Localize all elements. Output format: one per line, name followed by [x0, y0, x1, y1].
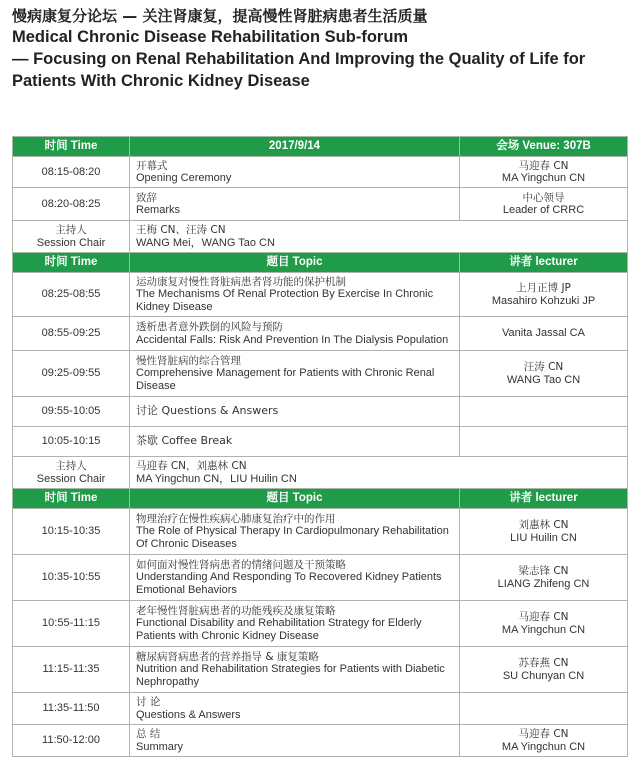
- table-row: [13, 647, 628, 693]
- row-time: 10:05-10:15: [13, 427, 130, 457]
- table-row: [13, 427, 628, 457]
- section-header-row: [13, 253, 628, 273]
- table-row: [13, 273, 628, 317]
- row-topic: 如何面对慢性肾病患者的情绪问题及干预策略 Understanding And Responding To Recovered Kidney Patients Emotional Behaviors: [130, 555, 460, 601]
- row-time: 11:15-11:35: [13, 647, 130, 693]
- row-topic: 总 结 Summary: [130, 725, 460, 757]
- row-topic: 运动康复对慢性肾脏病患者肾功能的保护机制 The Mechanisms Of Renal Protection By Exercise In Chronic Kidney Disease: [130, 273, 460, 317]
- section-header-topic: 题目 Topic: [130, 253, 460, 273]
- row-time: 10:35-10:55: [13, 555, 130, 601]
- row-topic: 慢性肾脏病的综合管理 Comprehensive Management for Patients with Chronic Renal Disease: [130, 351, 460, 397]
- header-date: 2017/9/14: [130, 137, 460, 157]
- row-time: 10:15-10:35: [13, 509, 130, 555]
- table-row: [13, 351, 628, 397]
- row-topic: 开幕式 Opening Ceremony: [130, 157, 460, 188]
- section-header-lecturer: 讲者 lecturer: [460, 253, 628, 273]
- chair-names: 马迎春 CN，刘惠林 CN MA Yingchun CN，LIU Huilin CN: [130, 457, 628, 489]
- row-lecturer: [460, 427, 628, 457]
- row-topic: 讨 论 Questions & Answers: [130, 693, 460, 725]
- row-time: 09:55-10:05: [13, 397, 130, 427]
- session-chair-row: [13, 457, 628, 489]
- chair-label: 主持人 Session Chair: [13, 221, 130, 253]
- section-header-time: 时间 Time: [13, 489, 130, 509]
- row-lecturer: [460, 693, 628, 725]
- chair-names: 王梅 CN、汪涛 CN WANG Mei，WANG Tao CN: [130, 221, 628, 253]
- table-row: [13, 188, 628, 221]
- schedule-table: [12, 136, 628, 757]
- row-lecturer: 马迎春 CN MA Yingchun CN: [460, 725, 628, 757]
- row-topic: 茶歇 Coffee Break: [130, 427, 460, 457]
- section-header-time: 时间 Time: [13, 253, 130, 273]
- row-lecturer: 汪涛 CN WANG Tao CN: [460, 351, 628, 397]
- page-header: [12, 6, 632, 92]
- title-english-line3: Patients With Chronic Kidney Disease: [12, 72, 310, 90]
- header-venue: 会场 Venue: 307B: [460, 137, 628, 157]
- table-row: [13, 725, 628, 757]
- row-lecturer: 马迎春 CN MA Yingchun CN: [460, 601, 628, 647]
- row-topic: 致辞 Remarks: [130, 188, 460, 221]
- section-header-row: [13, 489, 628, 509]
- table-row: [13, 601, 628, 647]
- header-time: 时间 Time: [13, 137, 130, 157]
- table-row: [13, 693, 628, 725]
- table-row: [13, 397, 628, 427]
- row-lecturer: 上月正博 JP Masahiro Kohzuki JP: [460, 273, 628, 317]
- row-lecturer: [460, 397, 628, 427]
- row-time: 08:15-08:20: [13, 157, 130, 188]
- row-lecturer: 苏春燕 CN SU Chunyan CN: [460, 647, 628, 693]
- table-row: [13, 157, 628, 188]
- chair-label: 主持人 Session Chair: [13, 457, 130, 489]
- row-lecturer: 中心领导 Leader of CRRC: [460, 188, 628, 221]
- row-lecturer: 梁志锋 CN LIANG Zhifeng CN: [460, 555, 628, 601]
- row-topic: 糖尿病肾病患者的营养指导 & 康复策略 Nutrition and Rehabilitation Strategies for Patients with Diabetic Nephropathy: [130, 647, 460, 693]
- title-english-line1: Medical Chronic Disease Rehabilitation Sub-forum: [12, 28, 409, 46]
- row-topic: 物理治疗在慢性疾病心肺康复治疗中的作用 The Role of Physical Therapy In Cardiopulmonary Rehabilitation Of Chronic Diseases: [130, 509, 460, 555]
- row-lecturer: 刘惠林 CN LIU Huilin CN: [460, 509, 628, 555]
- section-header-topic: 题目 Topic: [130, 489, 460, 509]
- table-row: [13, 509, 628, 555]
- row-time: 10:55-11:15: [13, 601, 130, 647]
- row-lecturer: Vanita Jassal CA: [460, 317, 628, 351]
- title-english-line2: — Focusing on Renal Rehabilitation And Improving the Quality of Life for: [12, 50, 586, 68]
- row-time: 09:25-09:55: [13, 351, 130, 397]
- row-time: 08:55-09:25: [13, 317, 130, 351]
- table-header-row: [13, 137, 628, 157]
- section-header-lecturer: 讲者 lecturer: [460, 489, 628, 509]
- row-time: 11:35-11:50: [13, 693, 130, 725]
- table-row: [13, 317, 628, 351]
- row-time: 08:25-08:55: [13, 273, 130, 317]
- table-row: [13, 555, 628, 601]
- row-topic: 讨论 Questions & Answers: [130, 397, 460, 427]
- row-time: 08:20-08:25: [13, 188, 130, 221]
- row-topic: 老年慢性肾脏病患者的功能残疾及康复策略 Functional Disability and Rehabilitation Strategy for Elderly Patients with Chronic Kidney Disease: [130, 601, 460, 647]
- row-topic: 透析患者意外跌倒的风险与预防 Accidental Falls: Risk And Prevention In The Dialysis Population: [130, 317, 460, 351]
- row-time: 11:50-12:00: [13, 725, 130, 757]
- session-chair-row: [13, 221, 628, 253]
- row-lecturer: 马迎春 CN MA Yingchun CN: [460, 157, 628, 188]
- title-chinese: 慢病康复分论坛 — 关注肾康复，提高慢性肾脏病患者生活质量: [12, 7, 428, 25]
